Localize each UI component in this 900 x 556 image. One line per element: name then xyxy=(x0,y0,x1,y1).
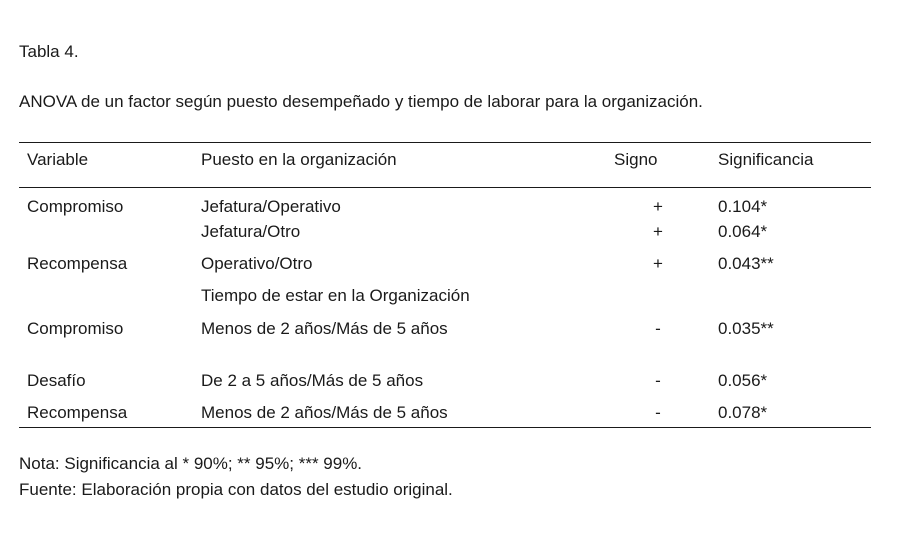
row-puesto: Menos de 2 años/Más de 5 años xyxy=(201,403,448,422)
row-significancia: 0.056* xyxy=(718,371,768,390)
row-variable: Compromiso xyxy=(27,319,124,338)
row-variable: Recompensa xyxy=(27,254,128,273)
row-variable: Desafío xyxy=(27,371,86,390)
row-signo: - xyxy=(655,403,661,422)
row-puesto: Operativo/Otro xyxy=(201,254,313,273)
table-note: Nota: Significancia al * 90%; ** 95%; *** 99%. xyxy=(19,454,363,473)
header-variable: Variable xyxy=(27,150,89,169)
bottom-rule xyxy=(19,427,871,428)
row-significancia: 0.064* xyxy=(718,222,768,241)
row-variable: Recompensa xyxy=(27,403,128,422)
row-variable: Compromiso xyxy=(27,197,124,216)
table-label: Tabla 4. xyxy=(19,42,79,61)
row-signo: + xyxy=(653,197,663,216)
section-subheader: Tiempo de estar en la Organización xyxy=(201,286,470,305)
header-rule xyxy=(19,187,871,188)
top-rule xyxy=(19,142,871,143)
row-puesto: Menos de 2 años/Más de 5 años xyxy=(201,319,448,338)
header-puesto: Puesto en la organización xyxy=(201,150,397,169)
row-signo: - xyxy=(655,371,661,390)
row-puesto: De 2 a 5 años/Más de 5 años xyxy=(201,371,424,390)
header-significancia: Significancia xyxy=(718,150,814,169)
table-source: Fuente: Elaboración propia con datos del estudio original. xyxy=(19,480,453,499)
row-signo: + xyxy=(653,222,663,241)
row-signo: - xyxy=(655,319,661,338)
row-puesto: Jefatura/Otro xyxy=(201,222,301,241)
row-significancia: 0.043** xyxy=(718,254,774,273)
row-puesto: Jefatura/Operativo xyxy=(201,197,341,216)
row-signo: + xyxy=(653,254,663,273)
row-significancia: 0.104* xyxy=(718,197,768,216)
row-significancia: 0.078* xyxy=(718,403,768,422)
row-significancia: 0.035** xyxy=(718,319,774,338)
table-caption: ANOVA de un factor según puesto desempeñado y tiempo de laborar para la organización. xyxy=(19,92,703,111)
header-signo: Signo xyxy=(614,150,658,169)
